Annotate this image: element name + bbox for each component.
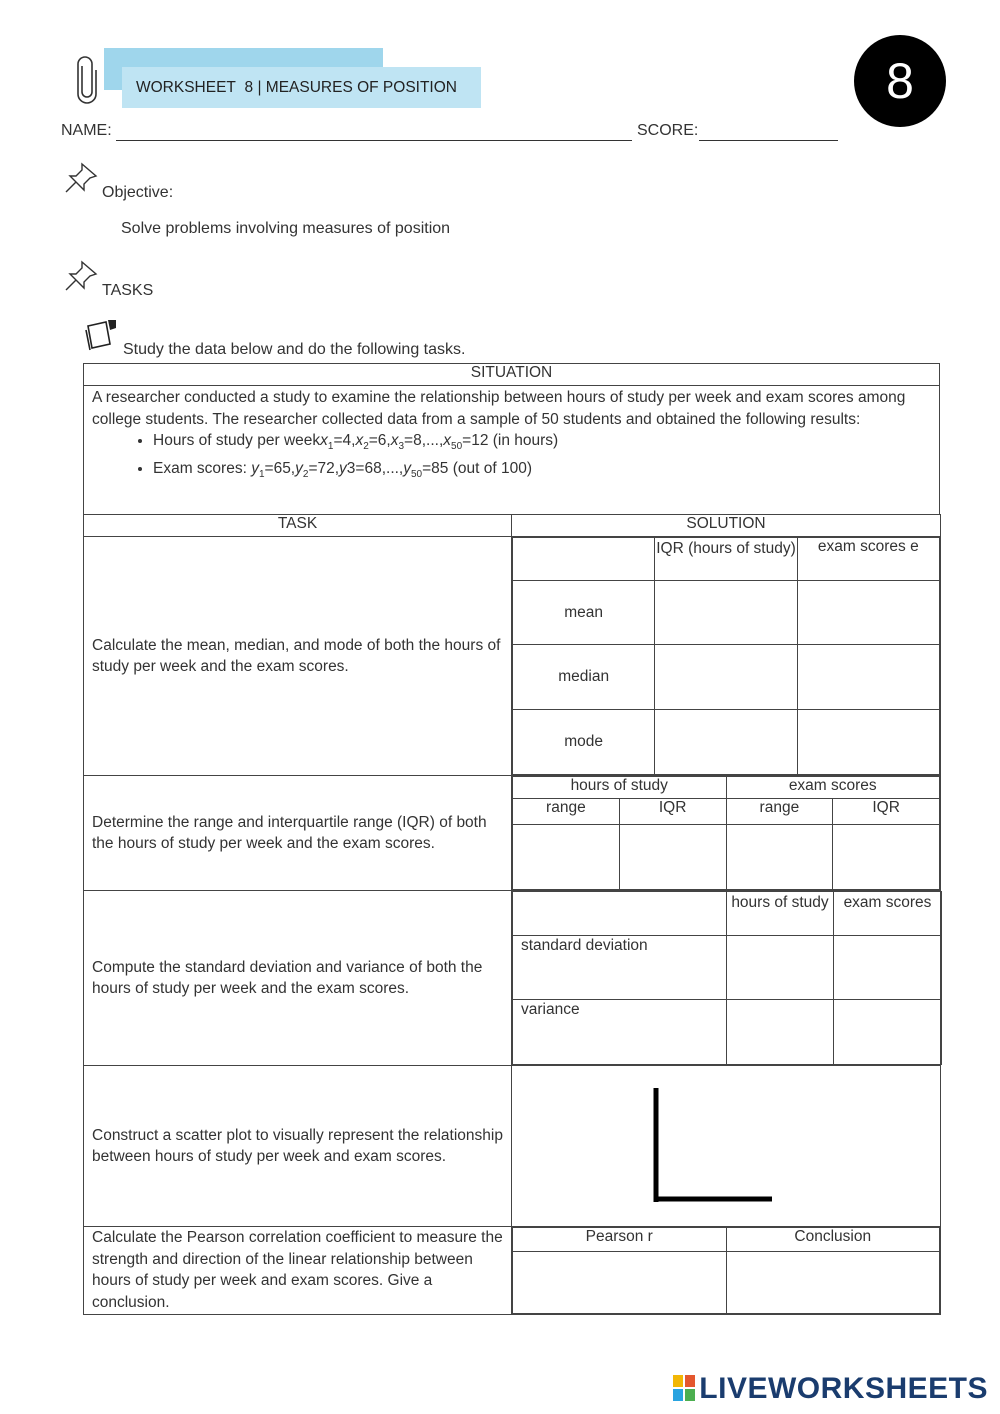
pushpin-icon bbox=[64, 260, 98, 292]
mode-label: mode bbox=[513, 710, 655, 775]
blank-cell bbox=[513, 538, 655, 581]
task4-text: Construct a scatter plot to visually represent the relationship between hours of study per week and exam scores. bbox=[84, 1066, 512, 1227]
score-label: SCORE: bbox=[637, 122, 699, 139]
objective-text: Solve problems involving measures of position bbox=[121, 220, 451, 237]
hours-iqr-header: IQR bbox=[619, 799, 726, 825]
task1-solution-grid bbox=[512, 537, 940, 775]
std-dev-scores-answer[interactable] bbox=[834, 936, 942, 1000]
task-table bbox=[83, 514, 941, 1315]
scores-range-answer[interactable] bbox=[726, 825, 833, 890]
notes-icon bbox=[84, 318, 122, 352]
hours-iqr-answer[interactable] bbox=[619, 825, 726, 890]
task3-text: Compute the standard deviation and variance of both the hours of study per week and the exam scores. bbox=[84, 891, 512, 1066]
std-dev-hours-answer[interactable] bbox=[727, 936, 834, 1000]
worksheet-number-badge: 8 bbox=[854, 35, 946, 127]
task3-solution-grid bbox=[512, 891, 942, 1065]
variance-scores-answer[interactable] bbox=[834, 1000, 942, 1065]
hours-range-answer[interactable] bbox=[513, 825, 620, 890]
score-field[interactable] bbox=[699, 140, 838, 141]
mode-scores-answer[interactable] bbox=[797, 710, 939, 775]
worksheet-title: WORKSHEET 8 | MEASURES OF POSITION bbox=[122, 67, 481, 108]
tasks-label: TASKS bbox=[102, 282, 154, 299]
liveworksheets-logo: LIVEWORKSHEETS bbox=[673, 1372, 988, 1406]
sd-hours-header: hours of study bbox=[727, 892, 834, 936]
situation-body bbox=[84, 386, 940, 515]
scores-range-header: range bbox=[726, 799, 833, 825]
exam-scores-header: exam scores e bbox=[797, 538, 939, 581]
situation-text: A researcher conducted a study to examine the relationship between hours of study per week and exam scores among college students. The researcher collected data from a sample of 50 students and obtained the following results: bbox=[92, 389, 906, 428]
situation-table bbox=[83, 363, 940, 515]
median-label: median bbox=[513, 645, 655, 710]
pearson-r-answer[interactable] bbox=[513, 1252, 727, 1314]
task5-solution-grid bbox=[512, 1227, 940, 1314]
name-field[interactable] bbox=[116, 140, 632, 141]
variance-hours-answer[interactable] bbox=[727, 1000, 834, 1065]
liveworksheets-logo-icon bbox=[673, 1375, 695, 1401]
solution-header: SOLUTION bbox=[512, 515, 941, 537]
instruction-text: Study the data below and do the following tasks. bbox=[123, 341, 466, 358]
pushpin-icon bbox=[64, 162, 98, 194]
task-header: TASK bbox=[84, 515, 512, 537]
name-label: NAME: bbox=[61, 122, 112, 139]
task5-text: Calculate the Pearson correlation coefficient to measure the strength and direction of the linear relationship between hours of study per week and exam scores. Give a conclusion. bbox=[84, 1227, 512, 1315]
scatter-plot-area[interactable] bbox=[512, 1066, 941, 1227]
hours-group-header: hours of study bbox=[513, 777, 727, 799]
scores-iqr-answer[interactable] bbox=[833, 825, 940, 890]
mean-hours-answer[interactable] bbox=[655, 581, 797, 645]
task1-text: Calculate the mean, median, and mode of both the hours of study per week and the exam scores. bbox=[84, 537, 512, 776]
mode-hours-answer[interactable] bbox=[655, 710, 797, 775]
conclusion-answer[interactable] bbox=[726, 1252, 940, 1314]
hours-bullet: • Hours of study per $weekx_1=4,x_2=6,x_3=8,...,x_{50}=12$ (in hours) bbox=[153, 430, 931, 458]
scatter-plot-axes bbox=[512, 1066, 941, 1226]
median-scores-answer[interactable] bbox=[797, 645, 939, 710]
median-hours-answer[interactable] bbox=[655, 645, 797, 710]
std-dev-label: standard deviation bbox=[513, 936, 727, 1000]
task2-solution-grid bbox=[512, 776, 940, 890]
sd-scores-header: exam scores bbox=[834, 892, 942, 936]
variance-label: variance bbox=[513, 1000, 727, 1065]
scores-bullet: • Exam scores: $y_1=65,y_2=72,y3=68,...,y_{50}=85$ (out of 100) bbox=[153, 458, 931, 486]
task2-text: Determine the range and interquartile range (IQR) of both the hours of study per week and the exam scores. bbox=[84, 776, 512, 891]
blank-cell bbox=[513, 892, 727, 936]
mean-label: mean bbox=[513, 581, 655, 645]
mean-scores-answer[interactable] bbox=[797, 581, 939, 645]
pearson-r-header: Pearson r bbox=[513, 1228, 727, 1252]
iqr-hours-header: IQR (hours of study) bbox=[655, 538, 797, 581]
conclusion-header: Conclusion bbox=[726, 1228, 940, 1252]
paperclip-icon bbox=[74, 56, 100, 104]
scores-iqr-header: IQR bbox=[833, 799, 940, 825]
situation-heading: SITUATION bbox=[84, 364, 940, 386]
objective-label: Objective: bbox=[102, 184, 174, 201]
hours-range-header: range bbox=[513, 799, 620, 825]
scores-group-header: exam scores bbox=[726, 777, 940, 799]
